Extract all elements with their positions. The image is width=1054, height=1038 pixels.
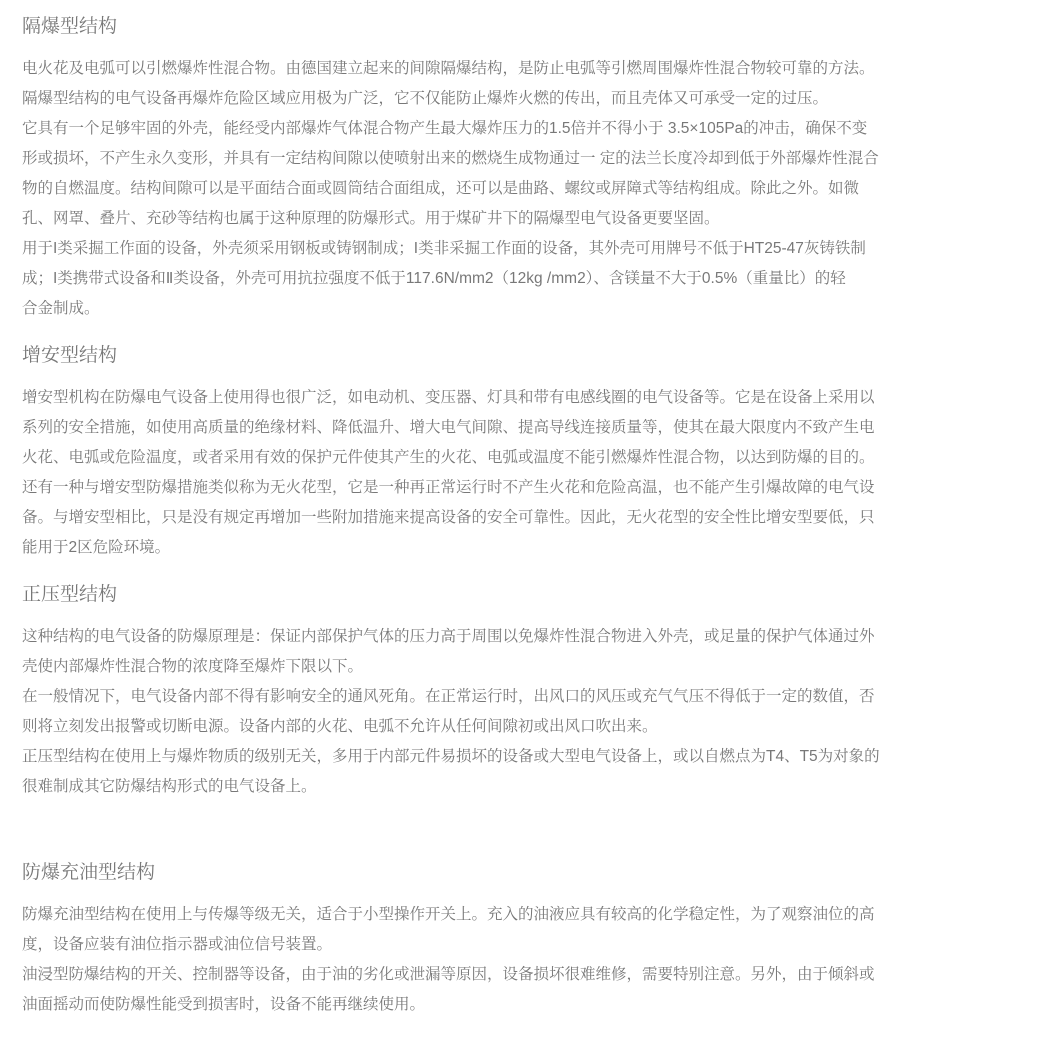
paragraph: 它具有一个足够牢固的外壳，能经受内部爆炸气体混合物产生最大爆炸压力的1.5倍并不得小于 3.5×105Pa的冲击，确保不变 形或损坏，不产生永久变形，并具有一定结构间隙以使喷射出来的燃烧生成物通过一 定的法兰长度冷却到低于外部爆炸性混合 物的自燃温度。结构间隙可以是平面结合面或圆筒结合面组成，还可以是曲路、螺纹或屏障式等结构组成。除此之外。如微 孔、网罩、叠片、充砂等结构也属于这种原理的防爆形式。用于煤矿井下的隔爆型电气设备更要坚固。	[22, 120, 879, 227]
section-heading: 防爆充油型结构	[22, 862, 156, 883]
section-heading: 增安型结构	[22, 345, 118, 366]
paragraph: 增安型机构在防爆电气设备上使用得也很广泛，如电动机、变压器、灯具和带有电感线圈的电气设备等。它是在设备上采用以 系列的安全措施，如使用高质量的绝缘材料、降低温升、增大电气间隙、提高导线连接质量等，使其在最大限度内不致产生电 火花、电弧或危险温度，或者采用有效的保护元件使其产生的火花、电弧或温度不能引燃爆炸性混合物，以达到防爆的目的。	[22, 389, 875, 466]
paragraph: 油浸型防爆结构的开关、控制器等设备，由于油的劣化或泄漏等原因，设备损坏很难维修，需要特别注意。另外，由于倾斜或 油面摇动而使防爆性能受到损害时，设备不能再继续使用。	[22, 966, 875, 1013]
paragraph: 用于I类采掘工作面的设备，外壳须采用钢板或铸钢制成；I类非采掘工作面的设备，其外壳可用牌号不低于HT25-47灰铸铁制 成；I类携带式设备和Ⅱ类设备，外壳可用抗拉强度不低于117.6N/mm2（12kg /mm2）、含镁量不大于0.5%（重量比）的轻 合金制成。	[22, 240, 866, 317]
section-heading: 隔爆型结构	[22, 16, 118, 37]
paragraph: 电火花及电弧可以引燃爆炸性混合物。由德国建立起来的间隙隔爆结构，是防止电弧等引燃周围爆炸性混合物较可靠的方法。 隔爆型结构的电气设备再爆炸危险区域应用极为广泛，它不仅能防止爆炸火燃的传出，而且壳体又可承受一定的过压。	[22, 60, 875, 107]
section-paragraphs	[22, 900, 1032, 1020]
section	[22, 580, 1032, 802]
section-paragraphs	[22, 54, 1032, 324]
paragraph: 正压型结构在使用上与爆炸物质的级别无关，多用于内部元件易损坏的设备或大型电气设备上，或以自燃点为T4、T5为对象的 很难制成其它防爆结构形式的电气设备上。	[22, 748, 880, 795]
paragraph: 防爆充油型结构在使用上与传爆等级无关，适合于小型操作开关上。充入的油液应具有较高的化学稳定性，为了观察油位的高 度，设备应装有油位指示器或油位信号装置。	[22, 906, 875, 953]
paragraph: 还有一种与增安型防爆措施类似称为无火花型，它是一种再正常运行时不产生火花和危险高温，也不能产生引爆故障的电气设 备。与增安型相比，只是没有规定再增加一些附加措施来提高设备的安全可靠性。因此，无火花型的安全性比增安型要低，只 能用于2区危险环境。	[22, 479, 875, 556]
section-paragraphs	[22, 622, 1032, 802]
section-paragraphs	[22, 383, 1032, 563]
section-heading: 正压型结构	[22, 584, 118, 605]
section	[22, 858, 1032, 1020]
paragraph: 这种结构的电气设备的防爆原理是：保证内部保护气体的压力高于周围以免爆炸性混合物进入外壳，或足量的保护气体通过外 壳使内部爆炸性混合物的浓度降至爆炸下限以下。	[22, 628, 875, 675]
section	[22, 341, 1032, 563]
section	[22, 12, 1032, 324]
paragraph: 在一般情况下，电气设备内部不得有影响安全的通风死角。在正常运行时，出风口的风压或充气气压不得低于一定的数值，否 则将立刻发出报警或切断电源。设备内部的火花、电弧不允许从任何间隙初或出风口吹出来。	[22, 688, 875, 735]
